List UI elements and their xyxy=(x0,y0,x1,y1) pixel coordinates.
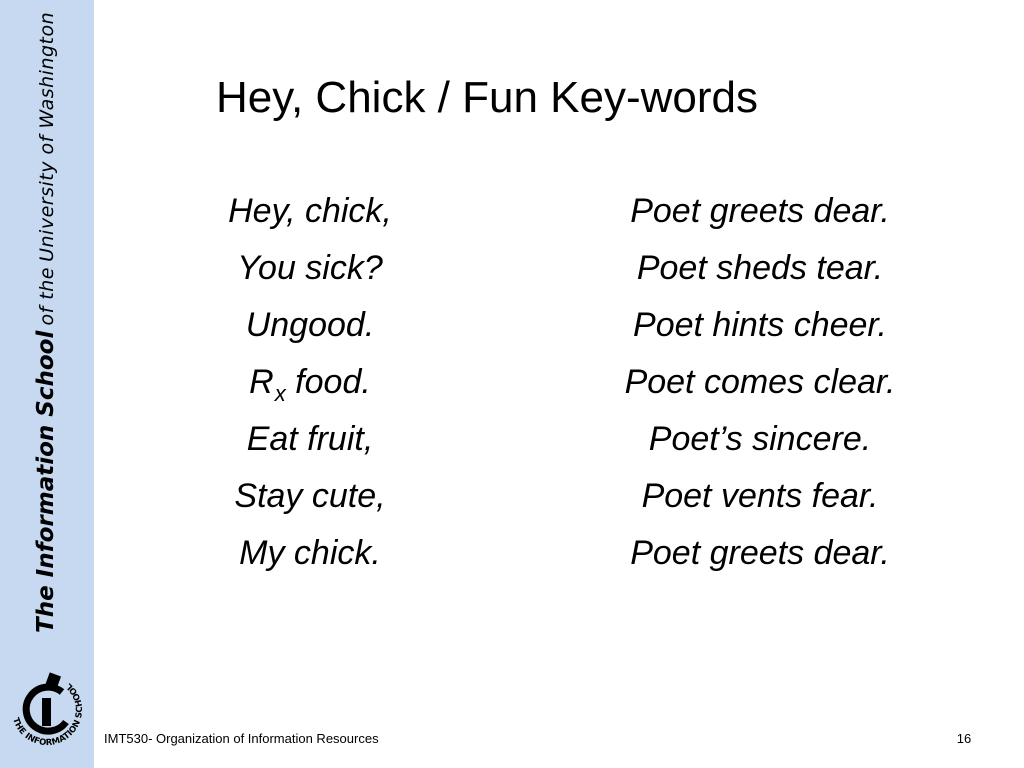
left-poem xyxy=(160,187,460,586)
poem-line: Stay cute, xyxy=(234,477,386,515)
poem-line: Poet vents fear. xyxy=(641,477,879,515)
poem-line: Poet hints cheer. xyxy=(633,306,887,344)
poem-line: You sick? xyxy=(237,249,383,287)
sidebar-brand xyxy=(26,11,66,633)
rx-rest: food. xyxy=(285,363,371,401)
poem-line: Ungood. xyxy=(245,306,375,344)
poem-line: My chick. xyxy=(239,534,381,572)
slide-title: Hey, Chick / Fun Key-words xyxy=(216,73,759,122)
poem-line: Poet’s sincere. xyxy=(648,420,872,458)
right-poem xyxy=(560,187,960,586)
logo-i-stem xyxy=(42,698,51,726)
poem-line: Poet greets dear. xyxy=(630,534,890,572)
information-school-logo-icon xyxy=(2,658,92,754)
poem-line: Hey, chick, xyxy=(228,192,392,230)
logo-ring-text: THE INFORMATION SCHOOL xyxy=(10,680,86,749)
page-number: 16 xyxy=(956,731,972,746)
rx-subscript: x xyxy=(274,381,286,406)
poem-line: Poet sheds tear. xyxy=(636,249,884,287)
sidebar xyxy=(0,0,94,768)
poem-line: Poet greets dear. xyxy=(630,192,890,230)
poem-line: Poet comes clear. xyxy=(624,363,896,401)
brand-school-name: The Information School xyxy=(33,330,59,633)
poem-line-rx xyxy=(160,358,460,415)
footer-course: IMT530- Organization of Information Resources xyxy=(104,731,379,746)
poem-line: Eat fruit, xyxy=(246,420,374,458)
rx-r: R xyxy=(249,363,274,401)
logo-graphic xyxy=(2,658,92,754)
brand-of-the: of the xyxy=(36,267,58,326)
brand-university-name: University of Washington xyxy=(36,11,58,262)
